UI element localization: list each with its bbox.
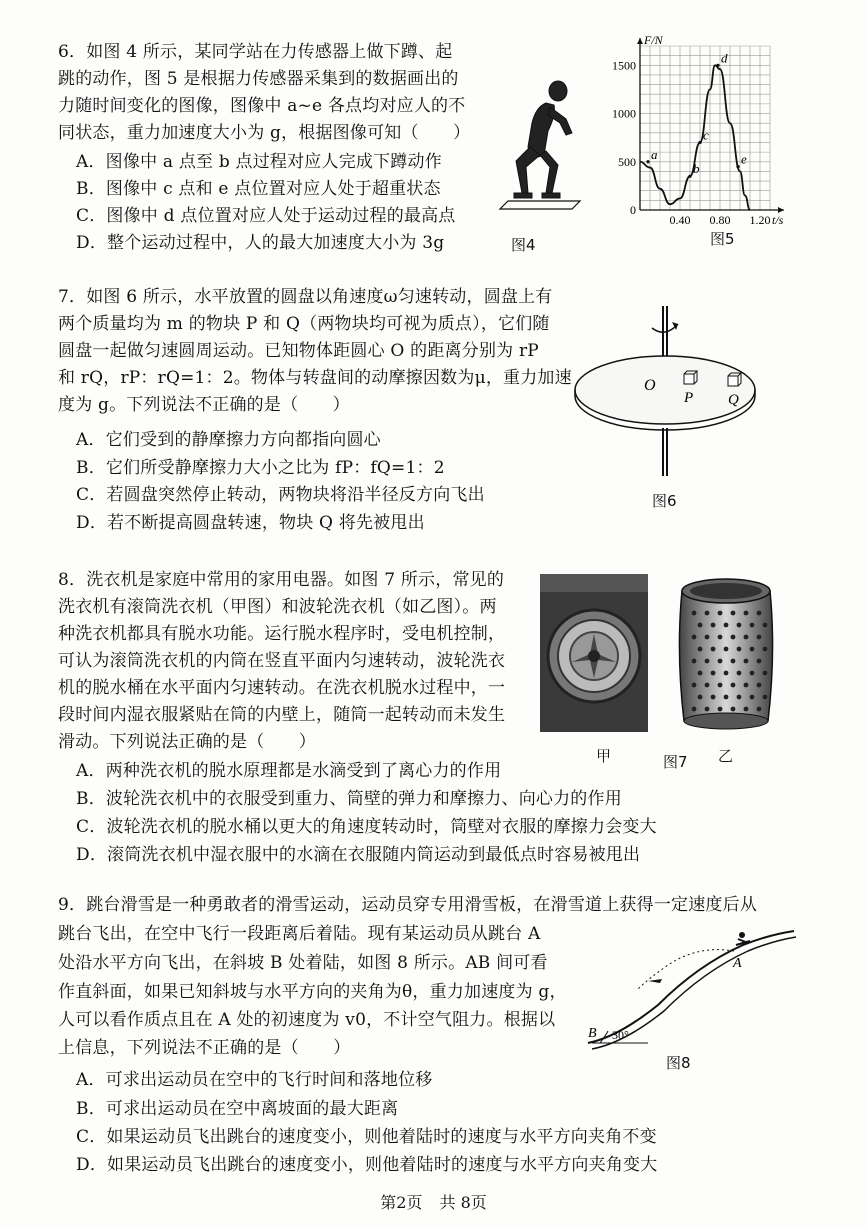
- q8-option-a: A．两种洗衣机的脱水原理都是水滴受到了离心力的作用: [76, 761, 502, 781]
- drum-hole: [744, 659, 749, 664]
- drum-hole: [698, 695, 703, 700]
- point-b-label: B: [588, 1026, 597, 1041]
- drum-hole: [692, 707, 697, 712]
- fig6-caption: 图6: [652, 492, 677, 510]
- x-tick-label: 0.40: [669, 213, 691, 227]
- flying-skier-icon: [648, 979, 662, 983]
- q6-option-c: C．图像中 d 点位置对应人处于运动过程的最高点: [76, 206, 456, 226]
- q6-line: 跳的动作，图 5 是根据力传感器采集到的数据画出的: [58, 69, 459, 89]
- q9-line: 上信息，下列说法不正确的是（ ）: [58, 1038, 351, 1058]
- drum-hole: [737, 695, 742, 700]
- y-axis-label: F/N: [644, 33, 663, 47]
- chart-axes: [637, 33, 784, 227]
- x-tick-label: 1.20: [749, 213, 771, 227]
- drum-hole: [737, 623, 742, 628]
- fig7-caption: 图7: [663, 753, 688, 771]
- q7-line: 度为 g。下列说法不正确的是（ ）: [58, 395, 350, 415]
- chart-point-labels: [646, 50, 747, 178]
- point-label-d: d: [721, 50, 728, 66]
- drum-hole: [718, 683, 723, 688]
- chart-series: [640, 65, 750, 210]
- page-number: 第2页: [380, 1193, 423, 1212]
- drum-hole: [692, 635, 697, 640]
- fig5-caption: 图5: [710, 230, 735, 248]
- q8-line: 段时间内湿衣服紧贴在筒的内壁上，随筒一起转动而未发生: [58, 705, 506, 725]
- drum-hole: [724, 623, 729, 628]
- q9-line: 作直斜面，如果已知斜坡与水平方向的夹角为θ，重力加速度为 g，: [58, 982, 567, 1002]
- force-curve: [640, 65, 750, 210]
- drum-hole: [711, 647, 716, 652]
- drum-washer-figure: [540, 574, 648, 732]
- point-marker: [716, 64, 719, 67]
- q9-line: 跳台飞出，在空中飞行一段距离后着陆。现有某运动员从跳台 A: [58, 924, 541, 944]
- force-time-chart: [610, 32, 815, 227]
- q6-line: 力随时间变化的图像，图像中 a~e 各点均对应人的不: [58, 96, 466, 116]
- drum-hole: [750, 695, 755, 700]
- q8-line: 机的脱水桶在水平面内匀速转动。在洗衣机脱水过程中，一: [58, 678, 506, 698]
- rotating-disc-figure: [572, 298, 794, 483]
- drum-hole: [718, 707, 723, 712]
- q8-option-d: D．滚筒洗衣机中湿衣服中的水滴在衣服随内筒运动到最低点时容易被甩出: [76, 845, 641, 865]
- drum-hole: [737, 671, 742, 676]
- drum-hole: [718, 659, 723, 664]
- drum-hole: [692, 659, 697, 664]
- point-marker: [646, 160, 649, 163]
- drum-hole: [763, 695, 768, 700]
- point-a-label: A: [733, 956, 742, 971]
- q7-option-b: B．它们所受静摩擦力大小之比为 fP：fQ=1：2: [76, 458, 445, 478]
- drum-hole: [692, 611, 697, 616]
- y-tick-label: 0: [630, 203, 636, 217]
- q7-line: 两个质量均为 m 的物块 P 和 Q（两物块均可视为质点），它们随: [58, 314, 550, 334]
- drum-hole: [757, 635, 762, 640]
- q9-line: 9．跳台滑雪是一种勇敢者的滑雪运动，运动员穿专用滑雪板，在滑雪道上获得一定速度后从: [58, 895, 758, 915]
- drum-hole: [705, 659, 710, 664]
- drum-hole: [757, 707, 762, 712]
- q7-line: 7．如图 6 所示，水平放置的圆盘以角速度ω匀速转动，圆盘上有: [58, 287, 553, 307]
- drum-hole: [711, 623, 716, 628]
- drum-hole: [698, 647, 703, 652]
- skier-icon: [736, 932, 750, 945]
- drum-hole: [763, 623, 768, 628]
- drum-hole: [757, 659, 762, 664]
- q7-option-a: A．它们受到的静摩擦力方向都指向圆心: [76, 430, 381, 450]
- point-marker: [736, 165, 739, 168]
- q8-line: 滑动。下列说法正确的是（ ）: [58, 732, 316, 752]
- drum-hole: [705, 635, 710, 640]
- drum-hole: [744, 611, 749, 616]
- q9-line: 处沿水平方向飞出，在斜坡 B 处着陆，如图 8 所示。AB 间可看: [58, 953, 548, 973]
- drum-hole: [711, 671, 716, 676]
- ski-slope-figure: [578, 925, 800, 1055]
- drum-hole: [698, 671, 703, 676]
- y-tick-label: 500: [618, 154, 636, 169]
- point-label-c: c: [703, 127, 709, 143]
- y-axis-arrow-icon: [637, 38, 643, 44]
- drum-hole: [731, 683, 736, 688]
- q9-option-c: C．如果运动员飞出跳台的速度变小，则他着陆时的速度与水平方向夹角不变: [76, 1127, 657, 1147]
- point-label-b: b: [693, 161, 700, 177]
- block-q-label: Q: [728, 392, 739, 408]
- squatting-person-figure: [488, 75, 588, 220]
- drum-hole: [724, 695, 729, 700]
- drum-hole: [757, 611, 762, 616]
- drum-hole: [750, 623, 755, 628]
- drum-hole: [705, 707, 710, 712]
- drum-hole: [757, 683, 762, 688]
- drum-hole: [737, 647, 742, 652]
- x-tick-label: 0.80: [709, 213, 731, 227]
- q9-option-b: B．可求出运动员在空中离坡面的最大距离: [76, 1099, 399, 1119]
- y-tick-label: 1500: [612, 58, 636, 73]
- q8-line: 洗衣机有滚筒洗衣机（甲图）和波轮洗衣机（如乙图）。两: [58, 597, 497, 617]
- impeller-drum-figure: [670, 573, 782, 731]
- drum-hole: [718, 611, 723, 616]
- block-p-label: P: [684, 390, 694, 406]
- x-axis-label: t/s: [772, 213, 784, 227]
- drum-hole: [705, 683, 710, 688]
- q9-line: 人可以看作质点且在 A 处的初速度为 v0，不计空气阻力。根据以: [58, 1010, 556, 1030]
- q6-line: 同状态，重力加速度大小为 g，根据图像可知（ ）: [58, 123, 471, 143]
- drum-hole: [724, 647, 729, 652]
- q6-option-d: D．整个运动过程中，人的最大加速度大小为 3g: [76, 233, 445, 253]
- q8-option-b: B．波轮洗衣机中的衣服受到重力、筒壁的弹力和摩擦力、向心力的作用: [76, 789, 622, 809]
- q7-option-c: C．若圆盘突然停止转动，两物块将沿半径反方向飞出: [76, 485, 485, 505]
- fig4-caption: 图4: [511, 236, 536, 254]
- drum-hole: [731, 611, 736, 616]
- y-tick-label: 1000: [612, 106, 636, 121]
- q8-option-c: C．波轮洗衣机的脱水桶以更大的角速度转动时，筒壁对衣服的摩擦力会变大: [76, 817, 657, 837]
- q8-line: 种洗衣机都具有脱水功能。运行脱水程序时，受电机控制，: [58, 624, 506, 644]
- impeller-drum-label: 乙: [718, 747, 734, 765]
- drum-hole: [750, 647, 755, 652]
- q6-option-b: B．图像中 c 点和 e 点位置对应人处于超重状态: [76, 179, 441, 199]
- drum-hole: [763, 647, 768, 652]
- q7-line: 和 rQ，rP：rQ=1：2。物体与转盘间的动摩擦因数为μ，重力加速: [58, 368, 572, 388]
- q9-option-d: D．如果运动员飞出跳台的速度变小，则他着陆时的速度与水平方向夹角变大: [76, 1155, 658, 1175]
- drum-hole: [705, 611, 710, 616]
- drum-hole: [692, 683, 697, 688]
- q6-line: 6．如图 4 所示，某同学站在力传感器上做下蹲、起: [58, 42, 453, 62]
- q6-option-a: A．图像中 a 点至 b 点过程对应人完成下蹲动作: [76, 152, 442, 172]
- drum-hole: [718, 635, 723, 640]
- page-footer: [0, 1190, 867, 1213]
- point-label-e: e: [741, 151, 747, 167]
- q7-line: 圆盘一起做匀速圆周运动。已知物体距圆心 O 的距离分别为 rP: [58, 341, 539, 361]
- point-o-label: O: [644, 377, 656, 394]
- drum-hole: [731, 659, 736, 664]
- drum-hole: [724, 671, 729, 676]
- q7-option-d: D．若不断提高圆盘转速，物块 Q 将先被甩出: [76, 513, 425, 533]
- page-total: 共 8页: [439, 1193, 487, 1212]
- drum-hole: [750, 671, 755, 676]
- fig8-caption: 图8: [666, 1054, 691, 1072]
- q8-line: 8．洗衣机是家庭中常用的家用电器。如图 7 所示，常见的: [58, 570, 505, 590]
- angle-label: 30°: [612, 1028, 629, 1042]
- q9-option-a: A．可求出运动员在空中的飞行时间和落地位移: [76, 1070, 433, 1090]
- drum-hole: [744, 707, 749, 712]
- drum-hole: [731, 635, 736, 640]
- q8-line: 可认为滚筒洗衣机的内筒在竖直平面内匀速转动，波轮洗衣: [58, 651, 506, 671]
- drum-hole: [744, 683, 749, 688]
- point-marker: [698, 141, 701, 144]
- drum-hole: [763, 671, 768, 676]
- drum-hole: [744, 635, 749, 640]
- point-marker: [688, 175, 691, 178]
- drum-washer-label: 甲: [596, 747, 612, 765]
- point-label-a: a: [651, 146, 658, 162]
- drum-hole: [731, 707, 736, 712]
- drum-hole: [711, 695, 716, 700]
- drum-hole: [698, 623, 703, 628]
